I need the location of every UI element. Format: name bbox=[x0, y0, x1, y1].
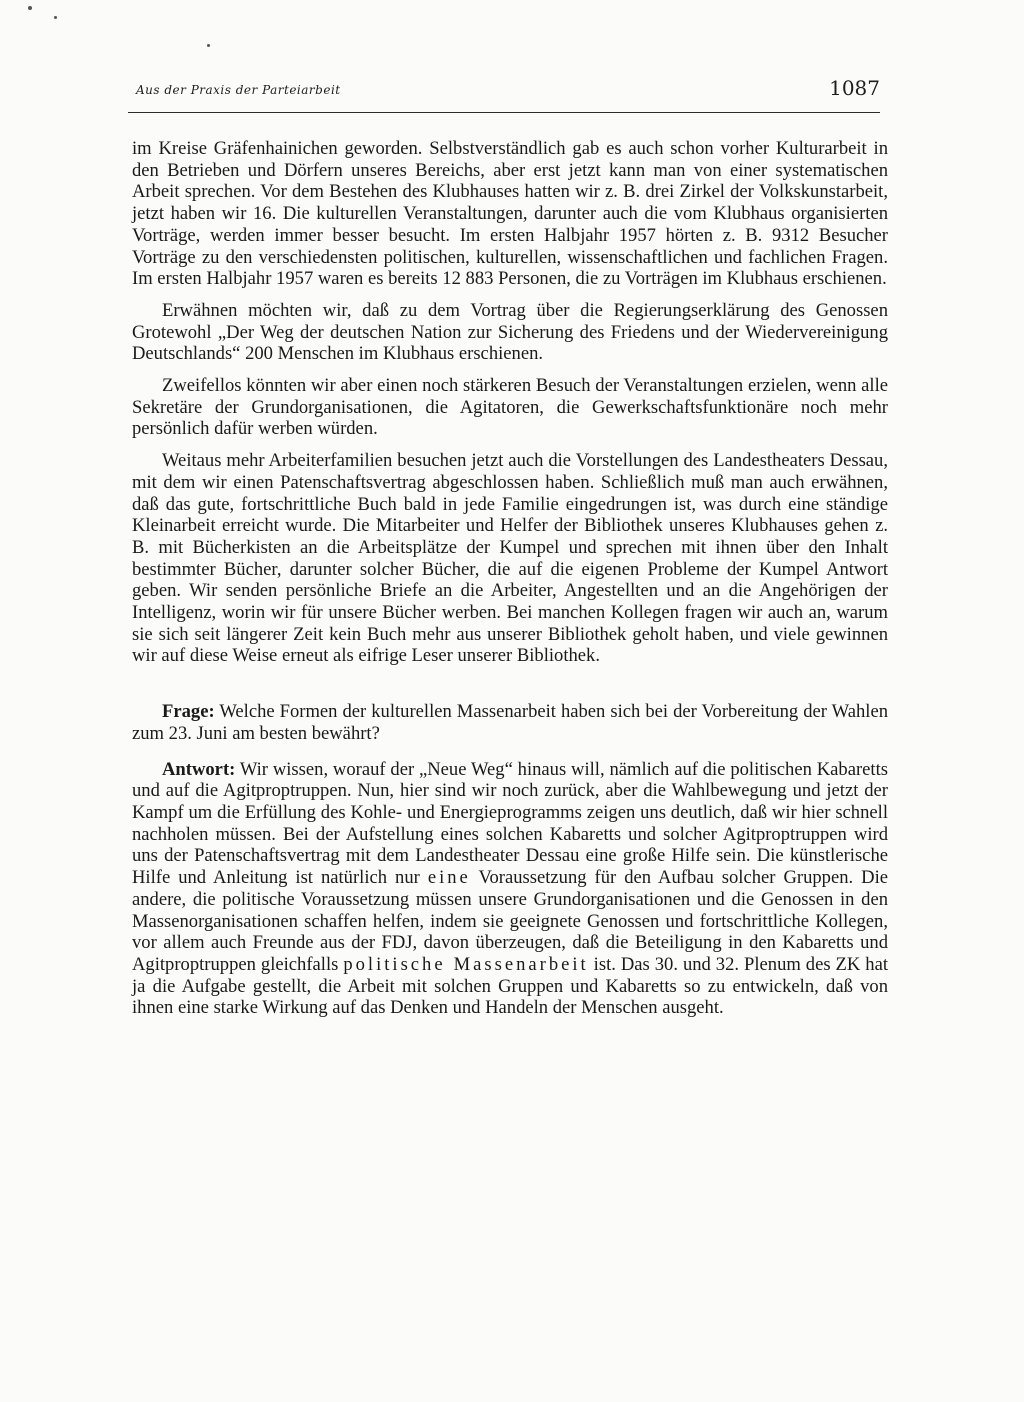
body-text bbox=[132, 138, 888, 1033]
scan-speck bbox=[54, 16, 57, 19]
question-label: Frage: bbox=[162, 701, 215, 723]
answer-text: Wir wissen, worauf der „Neue Weg“ hinaus will, nämlich auf die politischen Kabaretts und auf die Agitproptruppen. Nun, hier sind wir noch zurück, aber die Wahlbewegung und jetzt der Kampf um die Erfüllung des Kohle- und Energieprogramms zeigen uns deutlich, daß wir hier schnell nachholen müssen. Bei der Aufstellung eines solchen Kabaretts und solcher Agitproptruppen wird uns der Patenschaftsvertrag mit dem Landestheater Dessau eine große Hilfe sein. Die künstlerische Hilfe und Anleitung ist natürlich nur bbox=[132, 758, 888, 889]
scan-speck bbox=[207, 44, 210, 47]
emphasis-text: eine bbox=[427, 867, 471, 889]
scan-speck bbox=[28, 6, 32, 10]
paragraph: Erwähnen möchten wir, daß zu dem Vortrag über die Regierungserklärung des Genossen Grotewohl „Der Weg der deutschen Nation zur Sicherung des Friedens und der Wiedervereinigung Deutschlands“ 200 Menschen im Klubhaus erschienen. bbox=[132, 299, 888, 365]
answer-text: Voraussetzung für den Aufbau solcher Gruppen. Die andere, die politische Voraussetzung müssen unsere Grundorganisationen und die Genossen in den Massenorganisationen schaffen helfen, indem sie geeignete Genossen und fortschrittliche Kollegen, vor allem auch Freunde aus der FDJ, davon überzeugen, daß die Beteiligung in den Kabaretts und Agitproptruppen gleichfalls bbox=[132, 867, 889, 975]
paragraph: Zweifellos könnten wir aber einen noch stärkeren Besuch der Veranstaltungen erzielen, wenn alle Sekretäre der Grundorganisationen, die Agitatoren, die Gewerkschaftsfunktionäre noch mehr persönlich dafür werben würden. bbox=[132, 375, 888, 440]
question-paragraph bbox=[132, 701, 888, 744]
paragraph: Weitaus mehr Arbeiterfamilien besuchen jetzt auch die Vorstellungen des Landestheaters Dessau, mit dem wir einen Patenschaftsvertrag abgeschlossen haben. Schließlich muß man auch erwähnen, daß das gute, fortschrittliche Buch bald in jede Familie eingedrungen ist, was durch eine ständige Kleinarbeit erreicht wurde. Die Mitarbeiter und Helfer der Bibliothek unseres Klubhauses gehen z. B. mit Bücherkisten an die Arbeitsplätze der Kumpel und sprechen mit ihnen über den Inhalt bestimmter Bücher, darunter solcher Bücher, die auf die eigenen Probleme der Kumpel Antwort geben. Wir senden persönliche Briefe an die Arbeiter, Angestellten und an die Angehörigen der Intelligenz, worin wir für unsere Bücher werben. Bei manchen Kollegen fragen wir auch an, warum sie sich seit längerer Zeit kein Buch mehr aus unserer Bibliothek geholt haben, und viele gewinnen wir auf diese Weise erneut als eifrige Leser unserer Bibliothek. bbox=[132, 450, 888, 667]
paragraph: im Kreise Gräfenhainichen geworden. Selbstverständlich gab es auch schon vorher Kulturarbeit in den Betrieben und Dörfern unseres Bereichs, aber erst jetzt kann man von einer systematischen Arbeit sprechen. Vor dem Bestehen des Klubhauses hatten wir z. B. drei Zirkel der Volkskunstarbeit, jetzt haben wir 16. Die kulturellen Veranstaltungen, darunter auch die vom Klubhaus organisierten Vorträge, werden immer besser besucht. Im ersten Halbjahr 1957 hörten z. B. 9312 Besucher Vorträge zu den verschiedensten politischen, kulturellen, wissenschaftlichen und fachlichen Fragen. Im ersten Halbjahr 1957 waren es bereits 12 883 Personen, die zu Vorträgen im Klubhaus erschienen. bbox=[132, 138, 888, 290]
answer-paragraph bbox=[132, 759, 888, 1019]
emphasis-text: politische Massenarbeit bbox=[343, 953, 589, 975]
running-title: Aus der Praxis der Parteiarbeit bbox=[136, 83, 341, 97]
answer-text: ist. Das 30. und 32. Plenum des ZK hat ja die Aufgabe gestellt, die Arbeit mit solchen Gruppen und Kabaretts so zu entwickeln, daß von ihnen eine starke Wirkung auf das Denken und Handeln der Menschen ausgeht. bbox=[132, 953, 889, 1019]
answer-label: Antwort: bbox=[162, 758, 236, 780]
page-number: 1087 bbox=[829, 76, 880, 100]
question-text: Welche Formen der kulturellen Massenarbeit haben sich bei der Vorbereitung der Wahlen zum 23. Juni am besten bewährt? bbox=[132, 701, 888, 744]
page-header bbox=[128, 78, 880, 113]
